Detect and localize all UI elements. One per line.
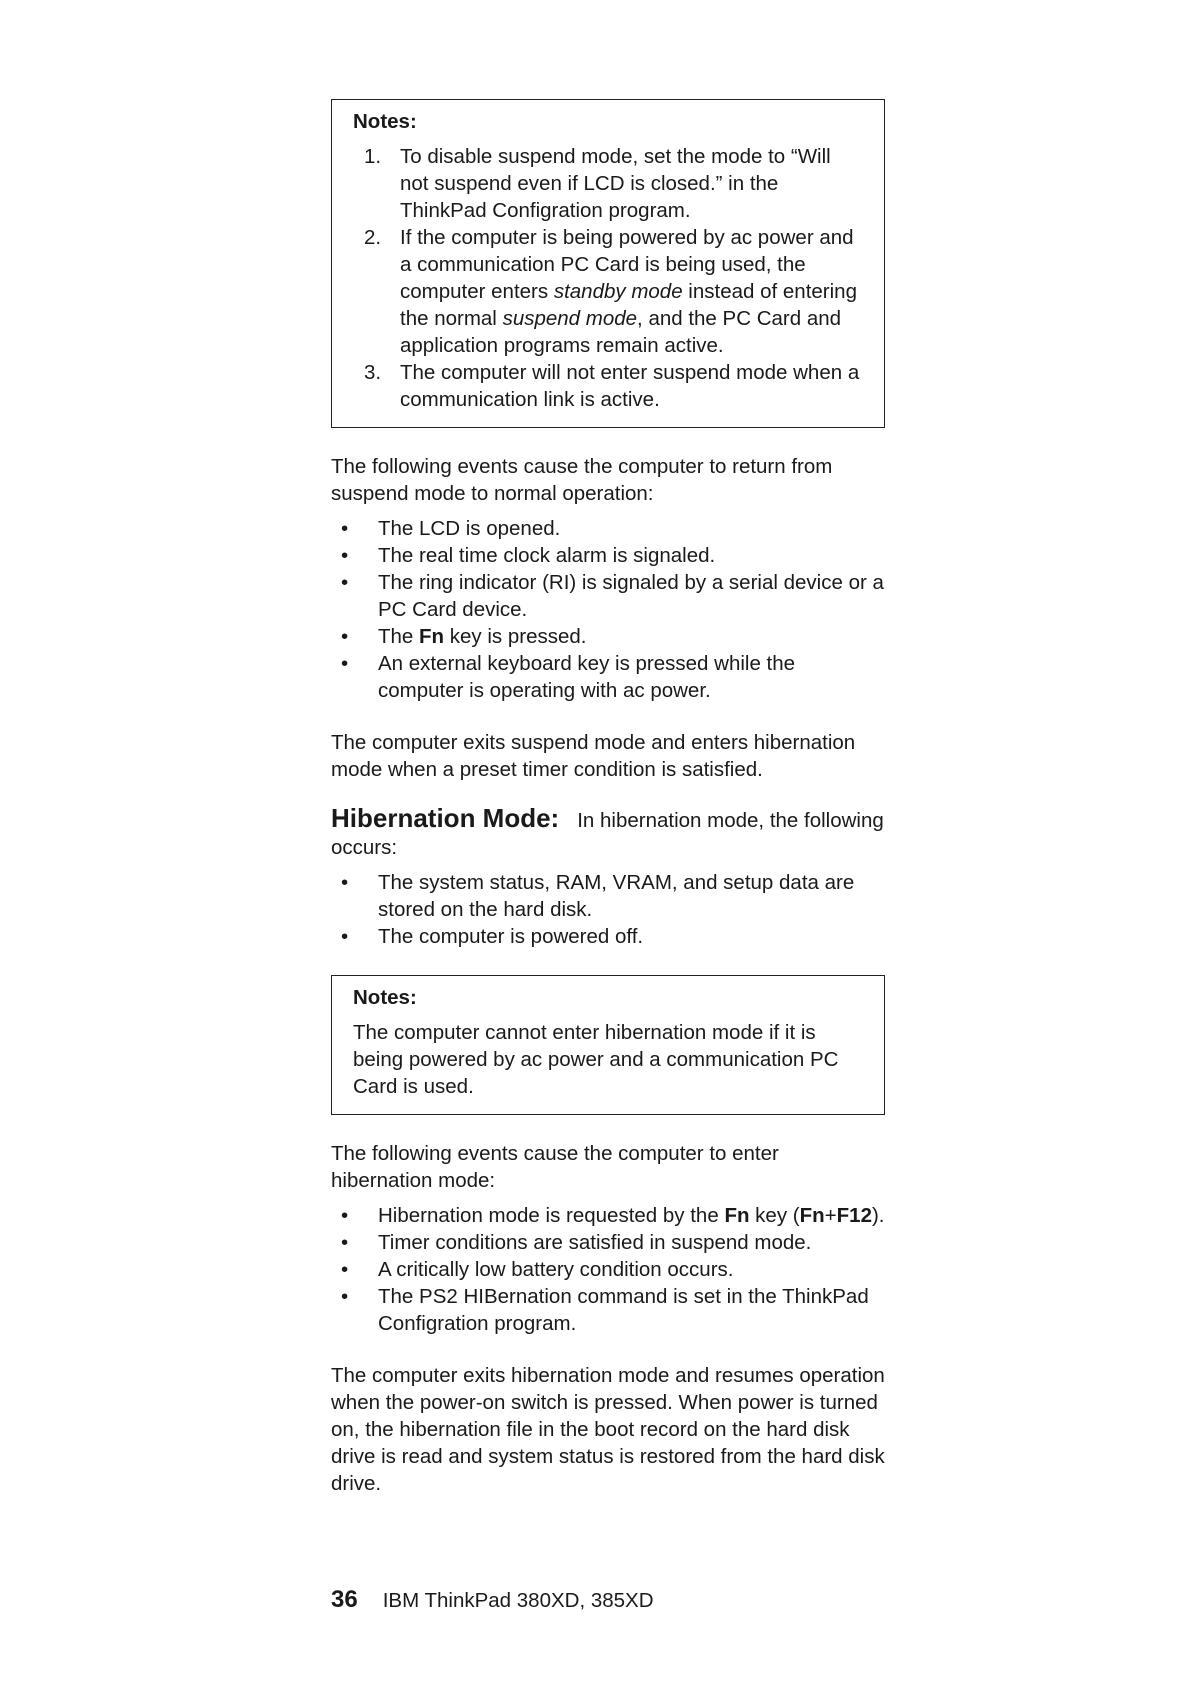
hibernation-occurs-list — [331, 869, 885, 950]
key-name: Fn — [419, 625, 445, 648]
note-item-1 — [353, 143, 864, 224]
list-item — [331, 542, 885, 569]
notes-box-suspend — [331, 99, 885, 428]
paragraph-return-events: The following events cause the computer to return from suspend mode to normal operation: — [331, 455, 833, 505]
bullet-icon: • — [341, 517, 349, 540]
list-item-text: key ( — [749, 1204, 800, 1227]
list-item-text: The PS2 HIBernation command is set in the ThinkPad Configration program. — [378, 1285, 869, 1335]
bullet-icon: • — [341, 871, 349, 894]
list-item — [331, 1256, 885, 1283]
note-number: 3. — [364, 361, 382, 384]
section-heading: Hibernation Mode: — [331, 803, 560, 833]
page-content — [331, 99, 885, 1497]
list-item-text: ). — [871, 1204, 885, 1227]
key-plus: + — [824, 1204, 837, 1227]
list-item — [331, 869, 885, 923]
paragraph-exit-hibernation: The computer exits hibernation mode and resumes operation when the power-on switch is pressed. When power is turned on, the hibernation file in the boot record on the hard disk drive is read and system status is restored from the hard disk drive. — [331, 1364, 885, 1495]
return-events-list — [331, 515, 885, 704]
bullet-icon: • — [341, 571, 349, 594]
note-text: The computer will not enter suspend mode when a communication link is active. — [400, 361, 860, 411]
page-footer — [331, 1586, 654, 1614]
key-name: Fn — [799, 1204, 825, 1227]
list-item — [331, 569, 885, 623]
note-text: To disable suspend mode, set the mode to “Will not suspend even if LCD is closed.” in the ThinkPad Configration program. — [400, 145, 831, 222]
list-item — [331, 1283, 885, 1337]
bullet-icon: • — [341, 1204, 349, 1227]
list-item — [331, 923, 885, 950]
bullet-icon: • — [341, 1258, 349, 1281]
list-item-text: Timer conditions are satisfied in suspend mode. — [378, 1231, 812, 1254]
notes-title: Notes: — [353, 986, 417, 1009]
notes-box-hibernation — [331, 975, 885, 1115]
list-item — [331, 650, 885, 704]
list-item — [331, 1202, 885, 1229]
note-text: If the computer is being powered by ac power and a communication PC Card is being used, the computer enters — [400, 226, 854, 303]
list-item-text: The system status, RAM, VRAM, and setup data are stored on the hard disk. — [378, 871, 855, 921]
paragraph-enter-events: The following events cause the computer to enter hibernation mode: — [331, 1142, 779, 1192]
note-emphasis-standby: standby mode — [553, 280, 683, 303]
list-item — [331, 623, 885, 650]
list-item-text: The ring indicator (RI) is signaled by a serial device or a PC Card device. — [378, 571, 884, 621]
list-item — [331, 515, 885, 542]
bullet-icon: • — [341, 1231, 349, 1254]
bullet-icon: • — [341, 652, 349, 675]
list-item — [331, 1229, 885, 1256]
hibernation-intro — [331, 805, 885, 861]
note-item-2 — [353, 224, 864, 359]
notes-list — [353, 143, 864, 413]
paragraph-exit-suspend: The computer exits suspend mode and enters hibernation mode when a preset timer condition is satisfied. — [331, 731, 856, 781]
page-number: 36 — [331, 1586, 358, 1613]
bullet-icon: • — [341, 925, 349, 948]
bullet-icon: • — [341, 625, 349, 648]
list-item-text: The real time clock alarm is signaled. — [378, 544, 716, 567]
note-number: 2. — [364, 226, 382, 249]
note-number: 1. — [364, 145, 382, 168]
key-name: F12 — [836, 1204, 872, 1227]
bullet-icon: • — [341, 1285, 349, 1308]
note-emphasis-suspend: suspend mode — [502, 307, 638, 330]
note-text: instead of entering the normal — [400, 280, 857, 330]
note-item-3 — [353, 359, 864, 413]
list-item-text: The computer is powered off. — [378, 925, 644, 948]
notes-title: Notes: — [353, 110, 417, 133]
key-name: Fn — [724, 1204, 750, 1227]
footer-title: IBM ThinkPad 380XD, 385XD — [382, 1589, 654, 1612]
list-item-text: The LCD is opened. — [378, 517, 561, 540]
bullet-icon: • — [341, 544, 349, 567]
note-text: The computer cannot enter hibernation mode if it is being powered by ac power and a communication PC Card is used. — [353, 1021, 839, 1098]
enter-events-list — [331, 1202, 885, 1337]
list-item-text: Hibernation mode is requested by the — [378, 1204, 725, 1227]
note-text: , and the PC Card and application programs remain active. — [400, 307, 842, 357]
list-item-text: An external keyboard key is pressed while the computer is operating with ac power. — [378, 652, 796, 702]
list-item-text: A critically low battery condition occurs. — [378, 1258, 734, 1281]
hibernation-intro-text: In hibernation mode, the following occurs: — [331, 809, 884, 859]
list-item-text: key is pressed. — [444, 625, 587, 648]
list-item-text: The — [378, 625, 420, 648]
